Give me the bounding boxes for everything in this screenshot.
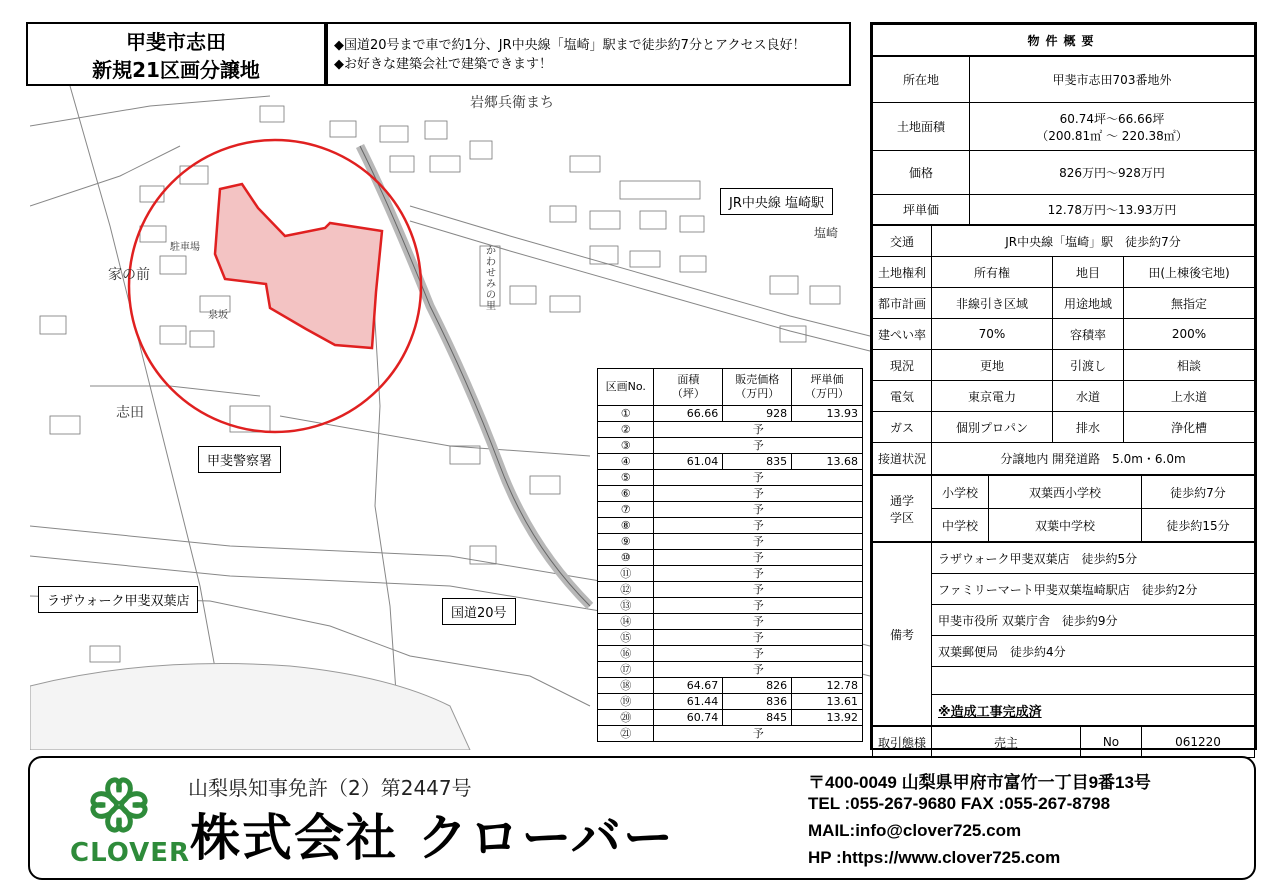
lot-row — [598, 518, 863, 534]
road-value: 分譲地内 開発道路 5.0m・6.0m — [932, 443, 1255, 475]
lot-row — [598, 582, 863, 598]
lot-row — [598, 406, 863, 422]
city-plan-label: 都市計画 — [873, 288, 932, 319]
lot-price: 836 — [723, 694, 792, 710]
company-address: 〒400-0049 山梨県甲府市富竹一丁目9番13号 — [808, 773, 1151, 792]
lot-header-no: 区画No. — [598, 369, 654, 406]
land-right-value: 所有権 — [932, 257, 1053, 288]
lot-row — [598, 454, 863, 470]
bcr-label: 建ぺい率 — [873, 319, 932, 350]
land-area-label: 土地面積 — [873, 103, 970, 151]
company-name: 株式会社 クローバー — [190, 809, 675, 867]
lot-no: ⑧ — [598, 518, 654, 534]
transport-value: JR中央線「塩崎」駅 徒歩約7分 — [932, 226, 1255, 257]
land-right-label: 土地権利 — [873, 257, 932, 288]
lot-row — [598, 502, 863, 518]
gas-label: ガス — [873, 412, 932, 443]
school-district-label — [873, 476, 932, 542]
lot-no: ⑥ — [598, 486, 654, 502]
no-value: 061220 — [1142, 727, 1255, 758]
far-value: 200% — [1124, 319, 1255, 350]
lot-no: ⑯ — [598, 646, 654, 662]
lot-row — [598, 726, 863, 742]
company-mail[interactable]: MAIL:info@clover725.com — [808, 821, 1022, 840]
overview-heading: 物件概要 — [873, 25, 1255, 56]
far-label: 容積率 — [1053, 319, 1124, 350]
remarks-label: 備考 — [873, 543, 932, 726]
land-type-label: 地目 — [1053, 257, 1124, 288]
lot-no: ⑪ — [598, 566, 654, 582]
remark-1: ラザウォーク甲斐双葉店 徒歩約5分 — [932, 543, 1255, 574]
land-area-tsubo: 60.74坪～66.66坪 — [1059, 111, 1165, 126]
transport-label: 交通 — [873, 226, 932, 257]
lot-status: 予 — [654, 470, 863, 486]
lot-unit: 13.92 — [792, 710, 863, 726]
company-website[interactable]: HP :https://www.clover725.com — [808, 848, 1061, 867]
lot-no: ① — [598, 406, 654, 422]
lot-row — [598, 678, 863, 694]
title-line-2: 新規21区画分譲地 — [92, 58, 260, 82]
lot-unit: 13.93 — [792, 406, 863, 422]
lot-row — [598, 438, 863, 454]
lot-status: 予 — [654, 422, 863, 438]
lot-row — [598, 422, 863, 438]
lot-no: ⑳ — [598, 710, 654, 726]
lot-price: 835 — [723, 454, 792, 470]
city-plan-value: 非線引き区域 — [932, 288, 1053, 319]
lot-unit: 13.68 — [792, 454, 863, 470]
lot-status: 予 — [654, 598, 863, 614]
drain-label: 排水 — [1053, 412, 1124, 443]
remark-4: 双葉郵便局 徒歩約4分 — [932, 636, 1255, 667]
lot-no: ⑭ — [598, 614, 654, 630]
callout-jr-station: JR中央線 塩崎駅 — [720, 188, 833, 215]
use-zone-value: 無指定 — [1124, 288, 1255, 319]
lot-no: ⑤ — [598, 470, 654, 486]
lot-header-unit: 坪単価 （万円） — [792, 369, 863, 406]
map-label-ienomae: 家の前 — [108, 267, 150, 283]
lot-no: ⑫ — [598, 582, 654, 598]
deal-label: 取引態様 — [873, 727, 932, 758]
catch-copy-box — [326, 22, 851, 86]
map-label-kawasemi: かわせみの里 — [486, 246, 496, 312]
lot-area: 61.04 — [654, 454, 723, 470]
lot-area: 66.66 — [654, 406, 723, 422]
lot-price: 928 — [723, 406, 792, 422]
lot-status: 予 — [654, 518, 863, 534]
map-label-izumizaka: 泉坂 — [208, 310, 228, 321]
price-label: 価格 — [873, 151, 970, 195]
handover-value: 相談 — [1124, 350, 1255, 381]
lot-status: 予 — [654, 630, 863, 646]
lot-row — [598, 550, 863, 566]
lot-row — [598, 534, 863, 550]
lot-area: 60.74 — [654, 710, 723, 726]
elementary-value: 双葉西小学校 — [989, 476, 1142, 509]
lot-status: 予 — [654, 726, 863, 742]
clover-brand: CLOVER — [70, 838, 191, 868]
lot-unit: 13.61 — [792, 694, 863, 710]
status-label: 現況 — [873, 350, 932, 381]
lot-no: ⑩ — [598, 550, 654, 566]
lot-row — [598, 630, 863, 646]
lot-no: ② — [598, 422, 654, 438]
callout-lazawalk: ラザウォーク甲斐双葉店 — [38, 586, 198, 613]
land-type-value: 田(上棟後宅地) — [1124, 257, 1255, 288]
remark-5 — [932, 667, 1255, 695]
lot-price: 845 — [723, 710, 792, 726]
lot-no: ⑱ — [598, 678, 654, 694]
company-phone: TEL :055-267-9680 FAX :055-267-8798 — [808, 794, 1111, 813]
lot-area: 64.67 — [654, 678, 723, 694]
road-label: 接道状況 — [873, 443, 932, 475]
lot-no: ③ — [598, 438, 654, 454]
lot-row — [598, 662, 863, 678]
map-label-shiozaki: 塩崎 — [814, 226, 839, 240]
lot-no: ⑨ — [598, 534, 654, 550]
lot-status: 予 — [654, 566, 863, 582]
lot-table-header — [598, 369, 863, 406]
lot-status: 予 — [654, 614, 863, 630]
deal-value: 売主 — [932, 727, 1081, 758]
callout-police: 甲斐警察署 — [198, 446, 281, 473]
status-value: 更地 — [932, 350, 1053, 381]
callout-route20: 国道20号 — [442, 598, 516, 625]
map-label-iwagou: 岩郷兵衛まち — [470, 95, 554, 111]
lot-status: 予 — [654, 486, 863, 502]
remark-3: 甲斐市役所 双葉庁舎 徒歩約9分 — [932, 605, 1255, 636]
lot-no: ㉑ — [598, 726, 654, 742]
school-label-line2: 学区 — [889, 510, 914, 525]
lot-status: 予 — [654, 502, 863, 518]
no-label: No — [1081, 727, 1142, 758]
lot-no: ⑦ — [598, 502, 654, 518]
electric-value: 東京電力 — [932, 381, 1053, 412]
lot-row — [598, 566, 863, 582]
catch-line-1: ◆国道20号まで車で約1分、JR中央線「塩崎」駅まで徒歩約7分とアクセス良好！ — [334, 38, 806, 53]
lot-area: 61.44 — [654, 694, 723, 710]
lot-row — [598, 614, 863, 630]
lot-price: 826 — [723, 678, 792, 694]
map-label-parking: 駐車場 — [170, 242, 200, 253]
lot-row — [598, 646, 863, 662]
use-zone-label: 用途地域 — [1053, 288, 1124, 319]
unit-price-label: 坪単価 — [873, 195, 970, 225]
water-label: 水道 — [1053, 381, 1124, 412]
remark-2: ファミリーマート甲斐双葉塩崎駅店 徒歩約2分 — [932, 574, 1255, 605]
drain-value: 浄化槽 — [1124, 412, 1255, 443]
bcr-value: 70% — [932, 319, 1053, 350]
lot-status: 予 — [654, 438, 863, 454]
lot-row — [598, 470, 863, 486]
lot-unit: 12.78 — [792, 678, 863, 694]
gas-value: 個別プロパン — [932, 412, 1053, 443]
catch-line-2: ◆お好きな建築会社で建築できます！ — [334, 57, 552, 72]
elementary-label: 小学校 — [932, 476, 989, 509]
water-value: 上水道 — [1124, 381, 1255, 412]
property-overview — [870, 22, 1257, 750]
lot-no: ⑰ — [598, 662, 654, 678]
lot-row — [598, 710, 863, 726]
junior-walk: 徒歩約15分 — [1142, 509, 1255, 542]
junior-label: 中学校 — [932, 509, 989, 542]
lot-no: ⑮ — [598, 630, 654, 646]
elementary-walk: 徒歩約7分 — [1142, 476, 1255, 509]
electric-label: 電気 — [873, 381, 932, 412]
lot-row — [598, 486, 863, 502]
lot-status: 予 — [654, 662, 863, 678]
location-label: 所在地 — [873, 57, 970, 103]
lot-row — [598, 694, 863, 710]
land-area-sqm: （200.81㎡ ～ 220.38㎡） — [1036, 128, 1188, 143]
lot-table-body — [598, 406, 863, 742]
lot-status: 予 — [654, 582, 863, 598]
junior-value: 双葉中学校 — [989, 509, 1142, 542]
location-value: 甲斐市志田703番地外 — [970, 57, 1255, 103]
lot-status: 予 — [654, 646, 863, 662]
lot-table — [597, 368, 863, 742]
lot-status: 予 — [654, 534, 863, 550]
unit-price-value: 12.78万円～13.93万円 — [970, 195, 1255, 225]
remark-completed: ※造成工事完成済 — [932, 695, 1255, 726]
lot-header-price: 販売価格 （万円） — [723, 369, 792, 406]
lot-no: ⑲ — [598, 694, 654, 710]
clover-logo-icon — [86, 774, 152, 836]
title-line-1: 甲斐市志田 — [126, 30, 226, 54]
company-footer — [28, 756, 1256, 880]
price-value: 826万円～928万円 — [970, 151, 1255, 195]
lot-header-area: 面積 （坪） — [654, 369, 723, 406]
school-label-line1: 通学 — [889, 493, 914, 508]
map-label-shida: 志田 — [116, 405, 144, 421]
license-number: 山梨県知事免許（2）第2447号 — [188, 776, 472, 800]
lot-status: 予 — [654, 550, 863, 566]
lot-no: ⑬ — [598, 598, 654, 614]
handover-label: 引渡し — [1053, 350, 1124, 381]
lot-no: ④ — [598, 454, 654, 470]
lot-row — [598, 598, 863, 614]
title-box — [26, 22, 326, 86]
